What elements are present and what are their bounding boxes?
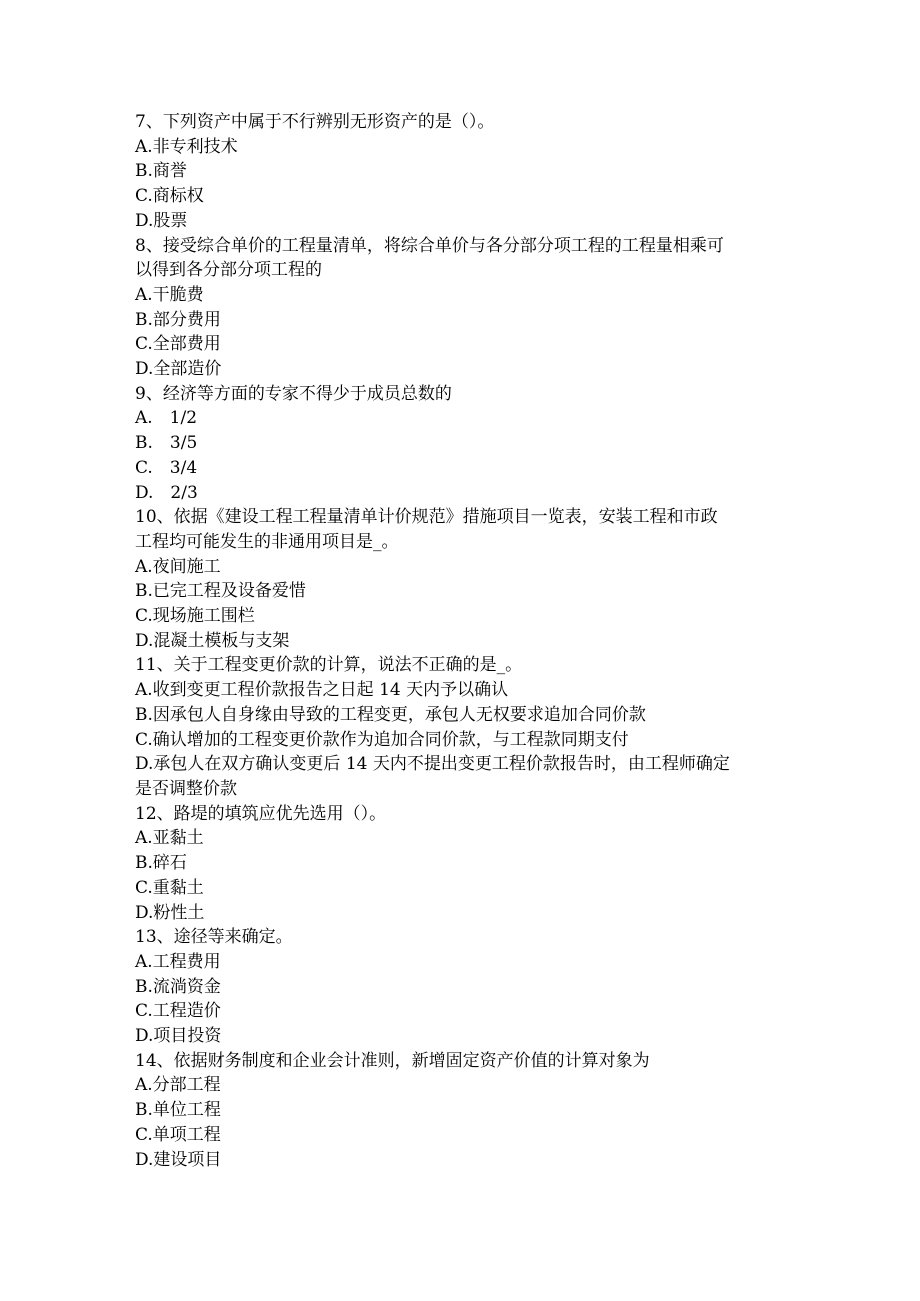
- question-11: 11、关于工程变更价款的计算，说法不正确的是_。: [135, 655, 523, 676]
- option-9-d: D. 2/3: [135, 482, 198, 503]
- option-8-b: B.部分费用: [135, 309, 221, 330]
- option-10-d: D.混凝土模板与支架: [135, 630, 290, 651]
- option-14-a: A.分部工程: [135, 1075, 221, 1096]
- option-12-b: B.碎石: [135, 853, 187, 874]
- option-10-b: B.已完工程及设备爱惜: [135, 581, 306, 602]
- option-7-c: C.商标权: [135, 186, 204, 207]
- option-8-d: D.全部造价: [135, 359, 222, 380]
- option-7-a: A.非专利技术: [135, 136, 238, 157]
- question-12: 12、路堤的填筑应优先选用（）。: [135, 803, 387, 824]
- option-11-a: A.收到变更工程价款报告之日起 14 天内予以确认: [135, 680, 509, 701]
- option-13-a: A.工程费用: [135, 951, 221, 972]
- option-12-a: A.亚黏土: [135, 828, 204, 849]
- option-13-d: D.项目投资: [135, 1026, 222, 1047]
- option-9-b: B. 3/5: [135, 433, 198, 454]
- question-9: 9、经济等方面的专家不得少于成员总数的: [135, 383, 452, 404]
- option-14-d: D.建设项目: [135, 1149, 222, 1170]
- option-11-d-line-1: D.承包人在双方确认变更后 14 天内不提出变更工程价款报告时，由工程师确定: [135, 754, 730, 775]
- option-9-a: A. 1/2: [135, 408, 198, 429]
- question-10-line-2: 工程均可能发生的非通用项目是_。: [135, 531, 399, 552]
- option-11-c: C.确认增加的工程变更价款作为追加合同价款，与工程款同期支付: [135, 729, 629, 750]
- option-8-c: C.全部费用: [135, 334, 221, 355]
- question-14: 14、依据财务制度和企业会计准则，新增固定资产价值的计算对象为: [135, 1050, 650, 1071]
- option-13-c: C.工程造价: [135, 1001, 221, 1022]
- option-13-b: B.流淌资金: [135, 976, 221, 997]
- option-12-c: C.重黏土: [135, 877, 204, 898]
- option-10-c: C.现场施工围栏: [135, 606, 255, 627]
- option-7-b: B.商誉: [135, 161, 187, 182]
- question-8-line-2: 以得到各分部分项工程的: [135, 260, 322, 281]
- question-13: 13、途径等来确定。: [135, 927, 293, 948]
- option-11-b: B.因承包人自身缘由导致的工程变更，承包人无权要求追加合同价款: [135, 704, 646, 725]
- option-14-c: C.单项工程: [135, 1124, 221, 1145]
- option-12-d: D.粉性土: [135, 902, 205, 923]
- option-11-d-line-2: 是否调整价款: [135, 778, 237, 799]
- option-8-a: A.干脆费: [135, 284, 204, 305]
- question-8-line-1: 8、接受综合单价的工程量清单，将综合单价与各分部分项工程的工程量相乘可: [135, 235, 724, 256]
- option-7-d: D.股票: [135, 210, 188, 231]
- question-10-line-1: 10、依据《建设工程工程量清单计价规范》措施项目一览表，安装工程和市政: [135, 507, 718, 528]
- option-10-a: A.夜间施工: [135, 556, 221, 577]
- option-14-b: B.单位工程: [135, 1100, 221, 1121]
- question-7: 7、下列资产中属于不行辨别无形资产的是（）。: [135, 112, 495, 132]
- option-9-c: C. 3/4: [135, 457, 198, 478]
- document-body: [135, 110, 785, 1172]
